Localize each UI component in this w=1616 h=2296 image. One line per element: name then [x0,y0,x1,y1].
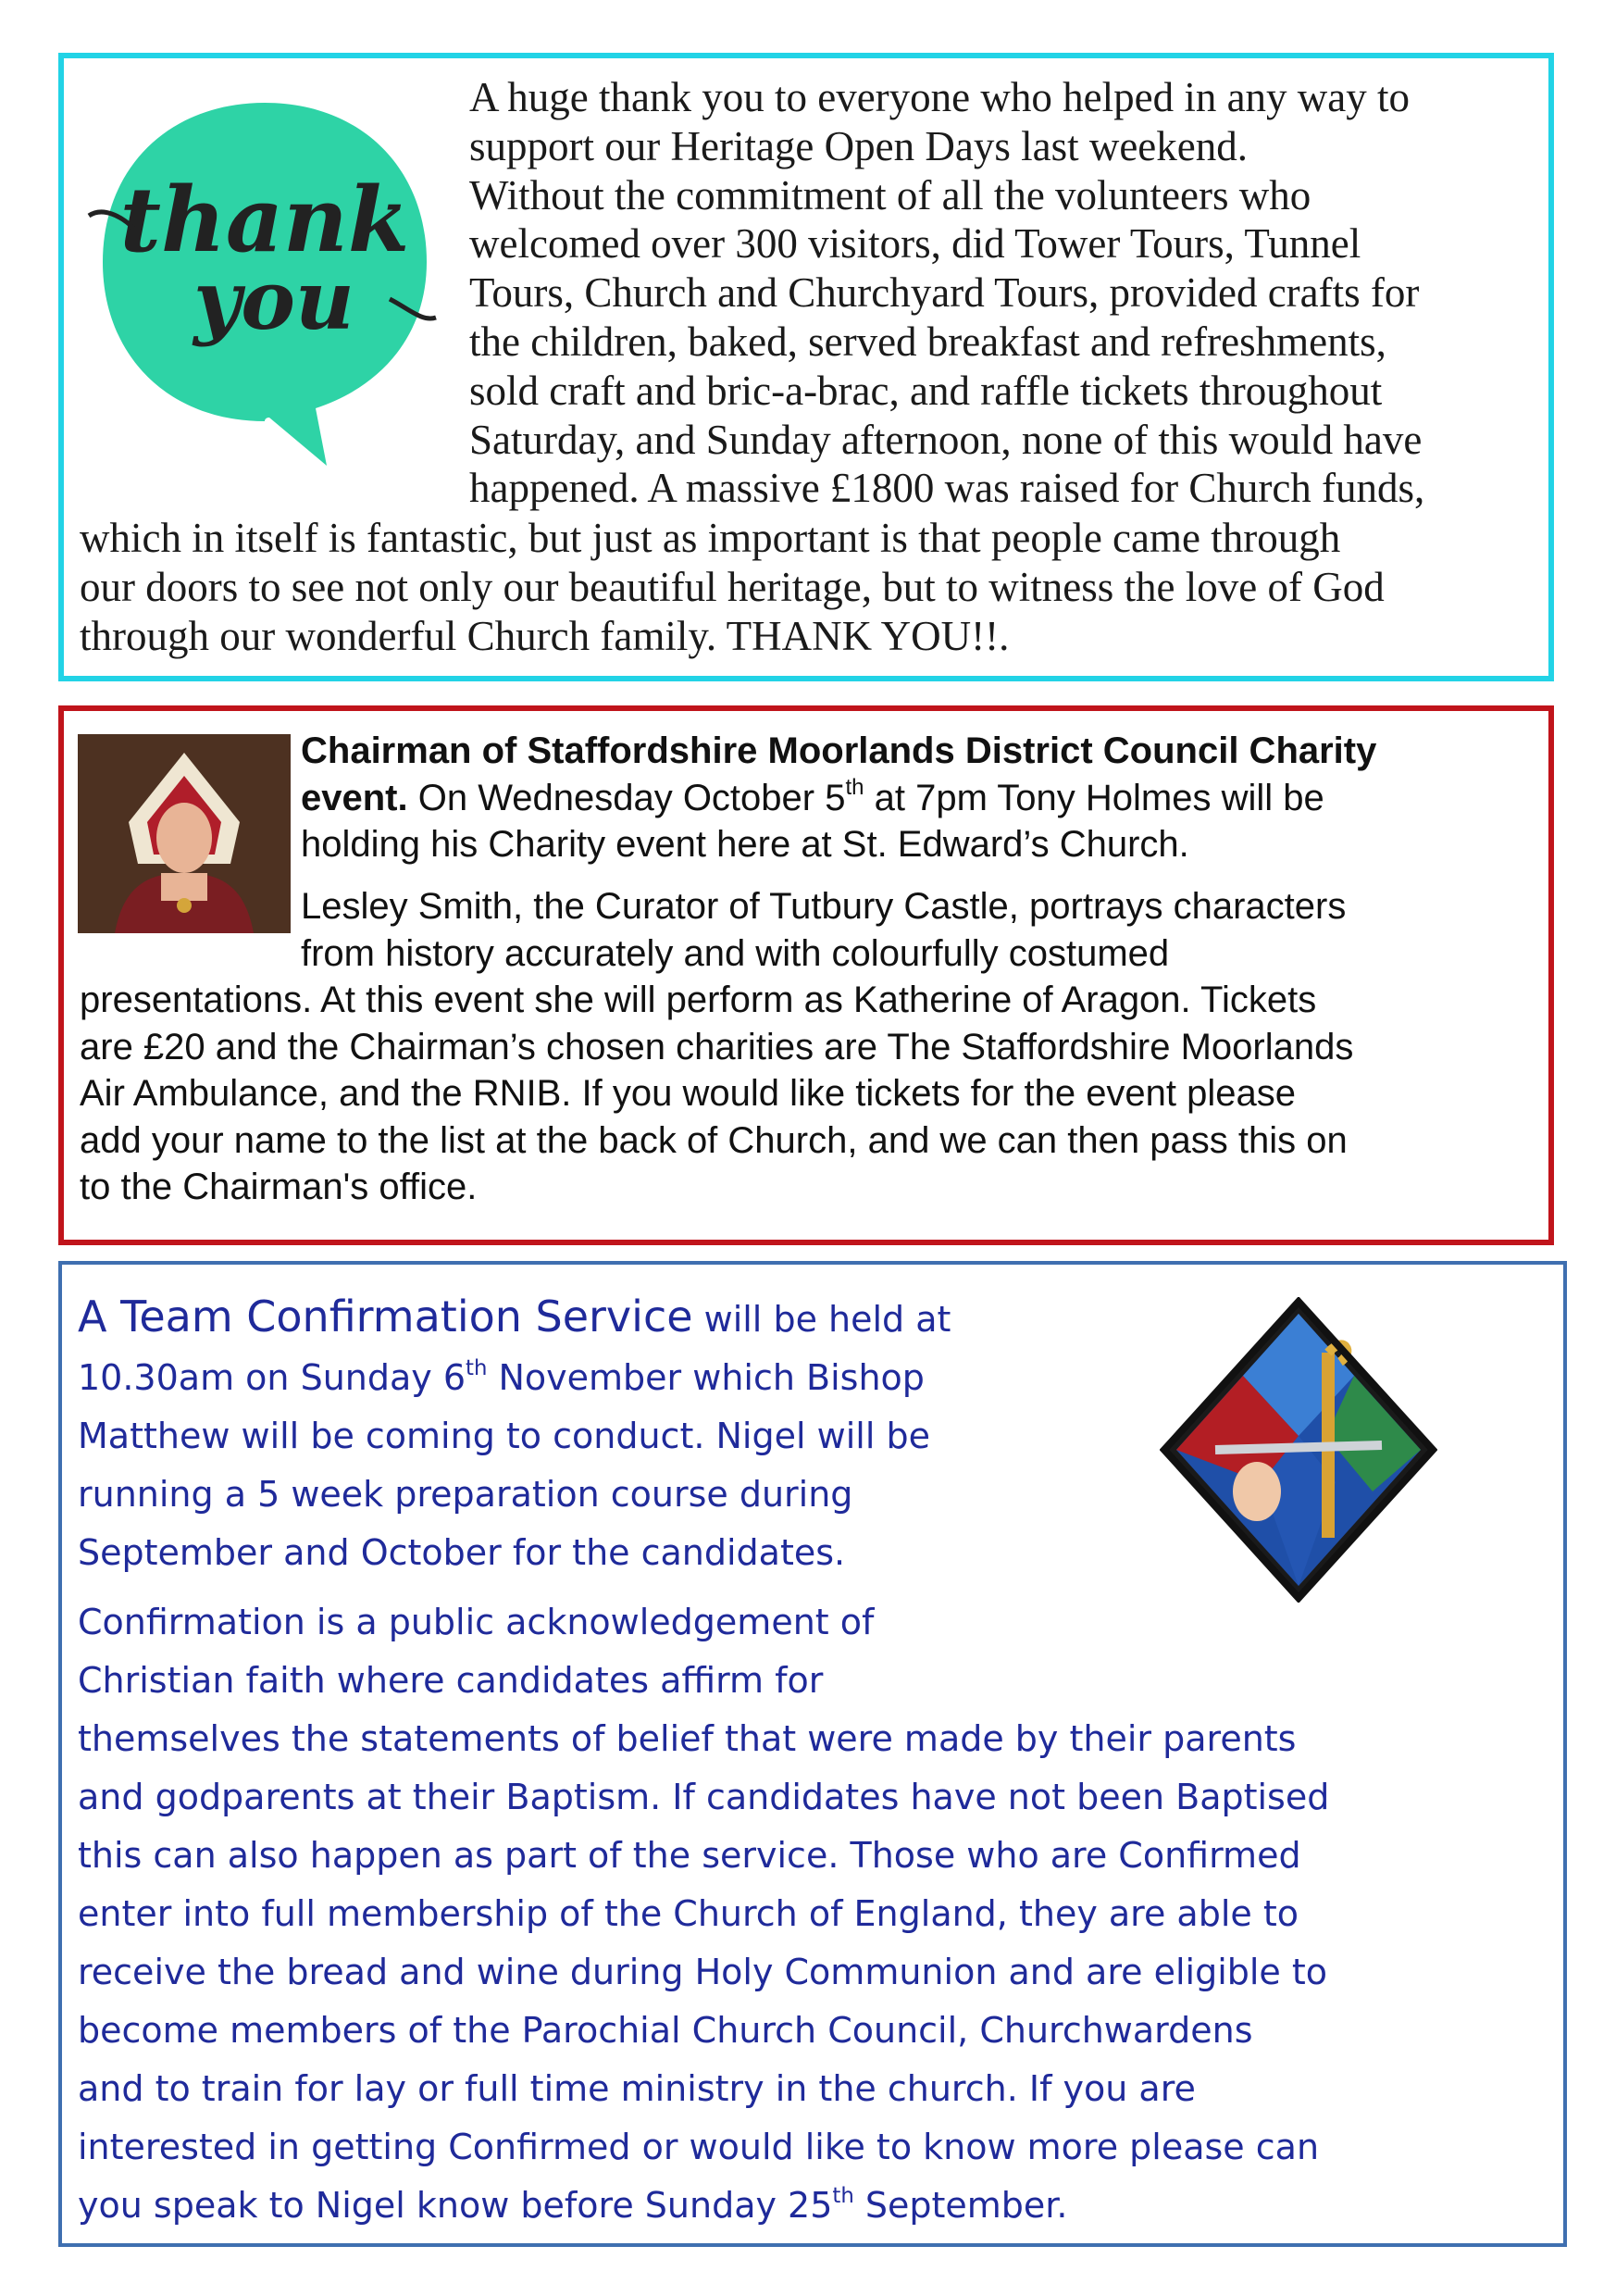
text-line: are £20 and the Chairman’s chosen charities are The Staffordshire Moorlands [80,1026,1354,1067]
text-line: Matthew will be coming to conduct. Nigel will be [78,1416,930,1456]
charity-event-notice [58,705,1554,1245]
confirmation-description [78,1593,1329,2235]
text-line: enter into full membership of the Church of England, they are able to [78,1893,1299,1934]
thank-you-bubble-image [84,77,445,475]
text-line: this can also happen as part of the service. Those who are Confirmed [78,1835,1301,1876]
text-line: Tours, Church and Churchyard Tours, provided crafts for [469,269,1420,317]
notice-text-narrow [469,73,1534,513]
text-line: presentations. At this event she will perform as Katherine of Aragon. Tickets [80,980,1317,1020]
text-line: Lesley Smith, the Curator of Tutbury Castle, portrays characters [301,886,1347,927]
notice-text-wide [80,514,1551,660]
text-line: the children, baked, served breakfast and refreshments, [469,318,1386,365]
text-line: become members of the Parochial Church Council, Churchwardens [78,2010,1253,2051]
event-description-wide [80,977,1353,1211]
text-line: themselves the statements of belief that were made by their parents [78,1718,1297,1759]
event-date-text: On Wednesday October 5 [407,777,846,818]
text-line: welcomed over 300 visitors, did Tower Tours, Tunnel [469,220,1361,268]
service-date-text-end: November which Bishop [487,1357,925,1398]
text-line: Air Ambulance, and the RNIB. If you would like tickets for the event please [80,1073,1297,1114]
ordinal-suffix: th [832,2184,854,2209]
text-line: through our wonderful Church family. THANK YOU!!. [80,612,1010,659]
text-line: and godparents at their Baptism. If candidates have not been Baptised [78,1777,1330,1817]
service-date-text: 10.30am on Sunday 6 [78,1357,466,1398]
event-heading-end: event. [301,777,408,818]
you-script-text: you [193,252,354,348]
text-line: happened. A massive £1800 was raised for Church funds, [469,465,1425,512]
confirmation-title: A Team Confirmation Service [78,1292,693,1341]
title-continuation: will be held at [692,1299,951,1340]
event-heading: Chairman of Staffordshire Moorlands District Council Charity [301,730,1377,771]
confirmation-intro [78,1288,951,1582]
text-line: which in itself is fantastic, but just as important is that people came through [80,515,1341,561]
text-line [301,775,1541,822]
text-line: Without the commitment of all the volunteers who [469,171,1311,218]
text-line: to the Chairman's office. [80,1167,478,1207]
text-line: and to train for lay or full time ministry in the church. If you are [78,2068,1196,2109]
thank-script-text: thank [119,168,410,272]
text-line: running a 5 week preparation course during [78,1474,853,1515]
text-line: support our Heritage Open Days last weekend. [469,122,1249,169]
text-line: receive the bread and wine during Holy Communion and are eligible to [78,1952,1328,1992]
text-line: Christian faith where candidates affirm for [78,1660,824,1701]
event-description [301,883,1346,977]
text-line: our doors to see not only our beautiful heritage, but to witness the love of God [80,563,1385,610]
thank-you-notice [58,53,1554,681]
text-line [78,2177,1329,2235]
ordinal-suffix: th [466,1356,488,1381]
text-line: sold craft and bric-a-brac, and raffle tickets throughout [469,367,1383,414]
text-line: interested in getting Confirmed or would like to know more please can [78,2127,1320,2167]
text-line: A huge thank you to everyone who helped in any way to [469,74,1411,120]
event-heading-paragraph [301,728,1541,868]
text-line: Saturday, and Sunday afternoon, none of this would have [469,416,1423,463]
text-line: holding his Charity event here at St. Edward’s Church. [301,824,1189,865]
text-line [78,1349,951,1407]
confirmation-service-notice [58,1261,1567,2247]
text-line: September and October for the candidates. [78,1532,846,1573]
text-line: from history accurately and with colourfully costumed [301,932,1170,974]
costumed-portrait-photo [78,734,291,933]
event-time-text: at 7pm Tony Holmes will be [864,777,1324,818]
text-line: Confirmation is a public acknowledgement of [78,1602,875,1642]
deadline-text: you speak to Nigel know before Sunday 25 [78,2185,833,2226]
stained-glass-window-image [1160,1297,1437,1603]
deadline-text-end: September. [853,2185,1068,2226]
text-line [78,1288,951,1349]
text-line: add your name to the list at the back of Church, and we can then pass this on [80,1119,1348,1161]
ordinal-suffix: th [845,774,864,800]
